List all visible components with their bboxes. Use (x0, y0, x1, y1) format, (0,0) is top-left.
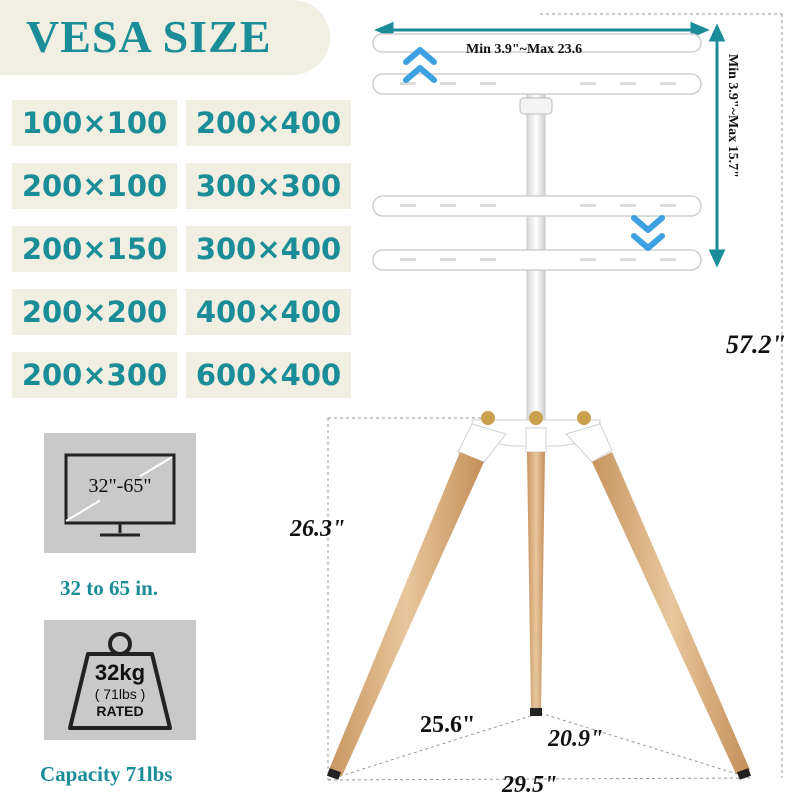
width-range-label: Min 3.9"~Max 23.6 (466, 42, 583, 57)
dimension-guides (328, 14, 782, 780)
leg-joint-center (526, 428, 546, 452)
weight-rated: RATED (96, 703, 144, 719)
chevron-down-icon (634, 218, 662, 248)
base-width-label: 29.5" (502, 772, 558, 798)
vesa-size-item: 600×400 (186, 352, 351, 398)
vesa-size-item: 100×100 (12, 100, 177, 146)
vesa-size-item: 200×150 (12, 226, 177, 272)
leg-foot (530, 708, 542, 716)
screen-size-caption: 32 to 65 in. (60, 576, 159, 600)
vesa-size-item: 400×400 (186, 289, 351, 335)
depth-right-label: 20.9" (548, 726, 604, 752)
brass-knob (481, 411, 495, 425)
vesa-size-item: 300×400 (186, 226, 351, 272)
wooden-leg-right (592, 452, 750, 774)
pole-clamp (520, 98, 552, 114)
screen-size-label: 32"-65" (88, 475, 152, 497)
page-title: VESA SIZE (26, 11, 272, 62)
vesa-size-item: 200×200 (12, 289, 177, 335)
brass-knob (577, 411, 591, 425)
wooden-leg-center (527, 452, 545, 712)
brass-knob (529, 411, 543, 425)
height-range-label: Min 3.9"~Max 15.7" (725, 54, 740, 178)
vesa-size-item: 200×100 (12, 163, 177, 209)
vesa-size-item: 300×300 (186, 163, 351, 209)
weight-value: 32kg (94, 660, 146, 685)
leg-height-label: 26.3" (290, 516, 346, 542)
vesa-size-item: 200×400 (186, 100, 351, 146)
weight-sub: ( 71lbs ) (94, 686, 146, 702)
vesa-size-item: 200×300 (12, 352, 177, 398)
weight-capacity-caption: Capacity 71lbs (40, 762, 173, 786)
depth-left-label: 25.6" (420, 712, 476, 738)
total-height-label: 57.2" (726, 330, 786, 359)
